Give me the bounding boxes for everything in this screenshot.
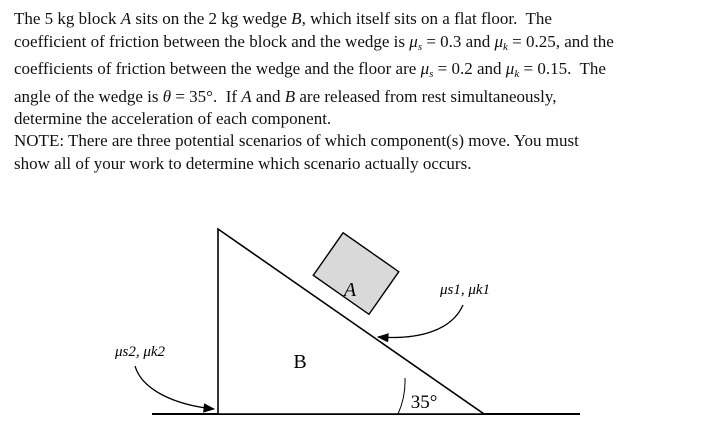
friction-label-block-wedge: μs1, μk1 [440,282,491,298]
angle-label: 35° [410,392,438,413]
text-segment: sits on the 2 kg wedge [131,9,292,28]
text-segment: = 0.25, and the [507,31,614,51]
text-segment: coefficient of friction between the block and the wedge is [14,31,410,51]
block-a-body [313,233,399,315]
kinetic-subscript: k [514,68,520,80]
text-segment: = 0.3 and [422,31,495,51]
text-segment: The 5 kg block [14,9,121,28]
mu-symbol: μ [409,31,418,51]
note-line-2: show all of your work to determine which scenario actually occurs. [14,153,472,173]
note-line-1: NOTE: There are three potential scenarios of which component(s) move. You must [14,131,579,150]
text-segment: and [251,86,285,106]
static-subscript: s [429,68,434,80]
arrow-wedge-floor [135,366,214,409]
text-segment: are released from rest simultaneously, [295,86,557,106]
block-a-label: A [343,279,357,301]
text-segment: = 0.2 and [433,59,506,78]
text-segment: angle of the wedge is [14,86,163,106]
mu-symbol: μ [494,31,504,51]
text-segment: = 0.15. The [519,59,606,78]
text-segment: coefficients of friction between the wedge and the floor are [14,59,421,78]
kinetic-subscript: k [503,40,508,53]
block-symbol: A [241,86,252,106]
text-segment: , which itself sits on a flat floor. The [301,9,552,28]
static-subscript: s [417,40,423,53]
theta-symbol: θ [162,86,172,106]
friction-label-wedge-floor: μs2, μk2 [115,344,166,360]
mu-symbol: μ [420,59,430,78]
wedge-symbol: B [291,9,302,28]
block-symbol: A [120,9,132,28]
text-segment: = 35°. If [171,86,242,106]
block-a [313,233,399,315]
problem-line-5: determine the acceleration of each component. [14,109,332,128]
mu-symbol: μ [505,59,515,78]
arrow-block-wedge [378,305,463,338]
wedge-b-label: B [293,351,307,373]
wedge-symbol: B [284,86,296,106]
